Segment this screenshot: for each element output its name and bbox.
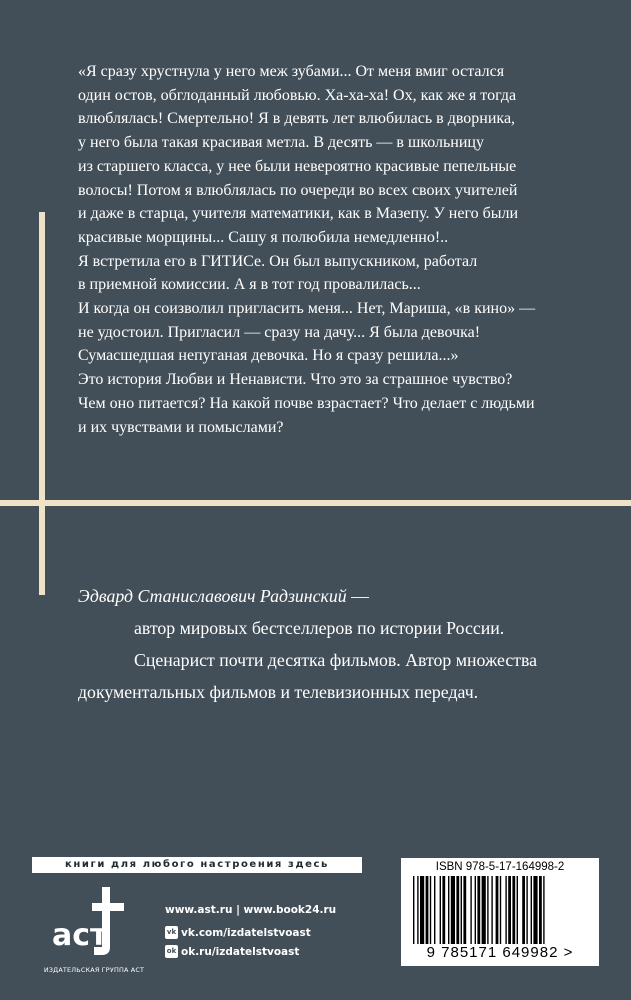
author-bio [78, 580, 618, 708]
isbn-label: ISBN 978-5-17-164998-2 [435, 861, 565, 873]
quote-block [78, 60, 598, 439]
quote-line: один остов, обглоданный любовью. Ха-ха-ха! Ох, как же я тогда [78, 86, 517, 104]
quote-line: Я встретила его в ГИТИСе. Он был выпускником, работал [78, 252, 478, 270]
quote-line: волосы! Потом я влюблялась по очереди во всех своих учителей [78, 181, 518, 199]
logo-text: аст [52, 918, 108, 953]
quote-line: Сумасшедшая непуганая девочка. Но я сразу решила...» [78, 347, 459, 365]
ok-link-text: ok.ru/izdatelstvoast [181, 945, 300, 958]
quote-line: у него была такая красивая метла. В десять — в школьницу [78, 134, 484, 152]
quote-line: влюблялась! Смертельно! Я в девять лет влюбилась в дворника, [78, 110, 516, 128]
author-bio-line: автор мировых бестселлеров по истории России. [134, 618, 505, 638]
vk-link[interactable] [165, 926, 336, 939]
ast-logo-icon [50, 883, 130, 965]
quote-line: И когда он соизволил пригласить меня... Нет, Мариша, «в кино» — [78, 300, 536, 318]
author-name-line [78, 580, 618, 612]
websites-link[interactable]: www.ast.ru | www.book24.ru [165, 904, 337, 916]
author-bio-line: документальных фильмов и телевизионных передач. [78, 682, 479, 702]
quote-line: Это история Любви и Ненависти. Что это за страшное чувство? [78, 371, 513, 389]
ok-link[interactable] [165, 945, 336, 958]
author-bio-line: Сценарист почти десятка фильмов. Автор множества [134, 650, 538, 670]
tagline-banner: книги для любого настроения здесь [32, 857, 362, 873]
quote-line: в приемной комиссии. А я в тот год провалилась... [78, 276, 421, 294]
quote-line: из старшего класса, у нее были невероятно красивые пепельные [78, 157, 517, 175]
decorative-horizontal-line [0, 500, 631, 506]
quote-line: не удостоил. Пригласил — сразу на дачу... Я была девочка! [78, 323, 481, 341]
barcode-box [401, 858, 599, 966]
author-dash: — [346, 586, 369, 606]
barcode-icon [413, 876, 587, 944]
decorative-vertical-line [39, 212, 45, 595]
ok-icon: ok [165, 945, 178, 958]
quote-line: и даже в старца, учителя математики, как в Мазепу. У него были [78, 205, 519, 223]
publisher-caption: ИЗДАТЕЛЬСКАЯ ГРУППА АСТ [43, 966, 145, 974]
author-name: Эдвард Станиславович Радзинский [78, 586, 347, 606]
publisher-links [165, 904, 336, 958]
barcode-digits: 9 785171 649982 > [426, 944, 574, 961]
vk-icon: vk [165, 926, 178, 939]
quote-line: Чем оно питается? На какой почве взрастает? Что делает с людьми [78, 394, 535, 412]
vk-link-text: vk.com/izdatelstvoast [181, 926, 311, 939]
quote-line: «Я сразу хрустнула у него меж зубами... От меня вмиг остался [78, 63, 505, 80]
quote-line: и их чувствами и помыслами? [78, 418, 284, 436]
quote-line: красивые морщины... Сашу я полюбила немедленно!.. [78, 228, 449, 246]
